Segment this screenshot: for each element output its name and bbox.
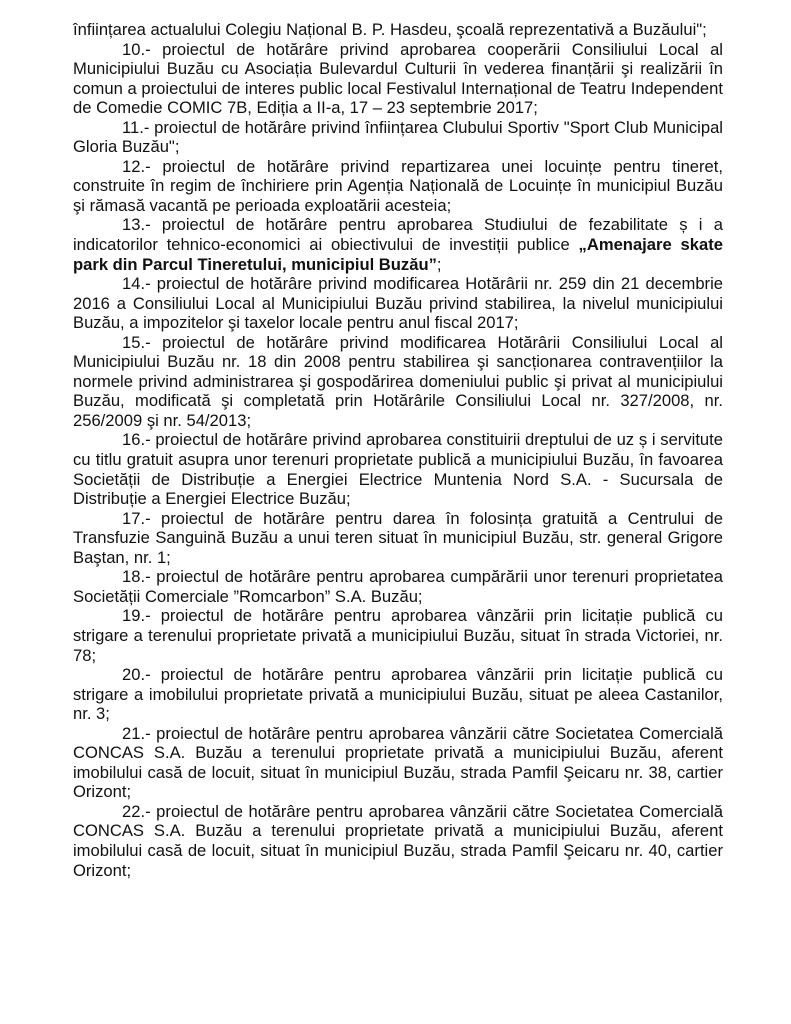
item-number: 18.- <box>122 567 151 587</box>
agenda-item-12 <box>73 157 723 216</box>
item-text: proiectul de hotărâre privind aprobarea constituirii dreptului de uz ș i servitute cu titlu gratuit asupra unor terenuri proprietate publică a municipiului Buzău, în favoarea Societății de Distribuție a Energiei Electrice Muntenia Nord S.A. - Sucursala de Distribuție a Energiei Electrice Buzău; <box>73 430 723 509</box>
item-number: 14.- <box>122 274 151 294</box>
item-text: proiectul de hotărâre pentru aprobarea vânzării către Societatea Comercială CONCAS S.A. Buzău a terenului proprietate privată a municipiului Buzău, aferent imobilului casă de locuit, situat în municipiul Buzău, strada Pamfil Şeicaru nr. 38, cartier Orizont; <box>73 723 723 802</box>
agenda-item-21 <box>73 724 723 802</box>
item-number: 15.- <box>122 332 151 352</box>
item-number: 22.- <box>122 801 151 821</box>
item-text: proiectul de hotărâre pentru aprobarea vânzării prin licitație publică cu strigare a terenului proprietate privată a municipiului Buzău, situat în strada Victoriei, nr. 78; <box>73 606 723 665</box>
agenda-item-13 <box>73 215 723 274</box>
item-text: proiectul de hotărâre privind modificarea Hotărârii Consiliului Local al Municipiului Buzău nr. 18 din 2008 pentru stabilirea şi sancționarea contravențiilor la normele privind administrarea şi gospodărirea domeniului public şi privat al municipiului Buzău, modificată şi completată prin Hotărârile Consiliului Local nr. 327/2008, nr. 256/2009 şi nr. 54/2013; <box>73 332 723 430</box>
item-text: proiectul de hotărâre pentru aprobarea vânzării către Societatea Comercială CONCAS S.A. Buzău a terenului proprietate privată a municipiului Buzău, aferent imobilului casă de locuit, situat în municipiul Buzău, strada Pamfil Şeicaru nr. 40, cartier Orizont; <box>73 801 723 880</box>
item-number: 16.- <box>122 430 151 450</box>
item-number: 10.- <box>122 39 151 59</box>
item-tail: ; <box>436 254 442 274</box>
item-number: 11.- <box>122 117 150 137</box>
item-number: 19.- <box>122 606 151 626</box>
item-text: proiectul de hotărâre pentru darea în folosința gratuită a Centrului de Transfuzie Sanguină Buzău a unui teren situat în municipiul Buzău, str. general Grigore Baştan, nr. 1; <box>73 508 723 567</box>
item-text: proiectul de hotărâre privind înființarea Clubului Sportiv "Sport Club Municipal Gloria Buzău"; <box>73 117 723 157</box>
document-page <box>73 20 723 880</box>
item-text: proiectul de hotărâre pentru aprobarea cumpărării unor terenuri proprietatea Societății Comerciale ”Romcarbon” S.A. Buzău; <box>73 567 723 606</box>
item-number: 20.- <box>122 665 151 685</box>
item-number: 13.- <box>122 215 151 235</box>
agenda-item-11 <box>73 118 723 157</box>
agenda-item-15 <box>73 333 723 431</box>
agenda-item-14 <box>73 274 723 333</box>
item-text: proiectul de hotărâre pentru aprobarea vânzării prin licitație publică cu strigare a imobilului proprietate privată a municipiului Buzău, situat pe aleea Castanilor, nr. 3; <box>73 665 723 724</box>
agenda-item-17 <box>73 509 723 568</box>
item-number: 17.- <box>122 508 151 528</box>
agenda-item-16 <box>73 430 723 508</box>
item-text: proiectul de hotărâre privind repartizarea unei locuințe pentru tineret, construite în regim de închiriere prin Agenția Națională de Locuințe în municipiul Buzău şi rămasă vacantă pe perioada exploatării acesteia; <box>73 156 723 215</box>
agenda-item-continuation <box>73 20 723 40</box>
item-number: 21.- <box>122 723 151 743</box>
item-bold-title: „Amenajare skate park din Parcul Tineretului, municipiul Buzău” <box>73 235 723 274</box>
agenda-item-20 <box>73 665 723 724</box>
item-text: înființarea actualului Colegiu Național B. P. Hasdeu, şcoală reprezentativă a Buzăului"; <box>73 20 707 39</box>
agenda-item-19 <box>73 606 723 665</box>
agenda-item-10 <box>73 40 723 118</box>
item-number: 12.- <box>122 156 151 176</box>
agenda-item-22 <box>73 802 723 880</box>
item-text: proiectul de hotărâre pentru aprobarea Studiului de fezabilitate ș i a indicatorilor tehnico-economici ai obiectivului de investiții publice <box>73 215 723 255</box>
item-text: proiectul de hotărâre privind modificarea Hotărârii nr. 259 din 21 decembrie 2016 a Consiliului Local al Municipiului Buzău privind stabilirea, la nivelul municipiului Buzău, a impozitelor şi taxelor locale pentru anul fiscal 2017; <box>73 274 723 333</box>
agenda-item-18 <box>73 567 723 606</box>
item-text: proiectul de hotărâre privind aprobarea cooperării Consiliului Local al Municipiului Buzău cu Asociația Bulevardul Culturii în vederea finanțării şi realizării în comun a proiectului de interes public local Festivalul Internațional de Teatru Independent de Comedie COMIC 7B, Ediția a II-a, 17 – 23 septembrie 2017; <box>73 39 723 118</box>
